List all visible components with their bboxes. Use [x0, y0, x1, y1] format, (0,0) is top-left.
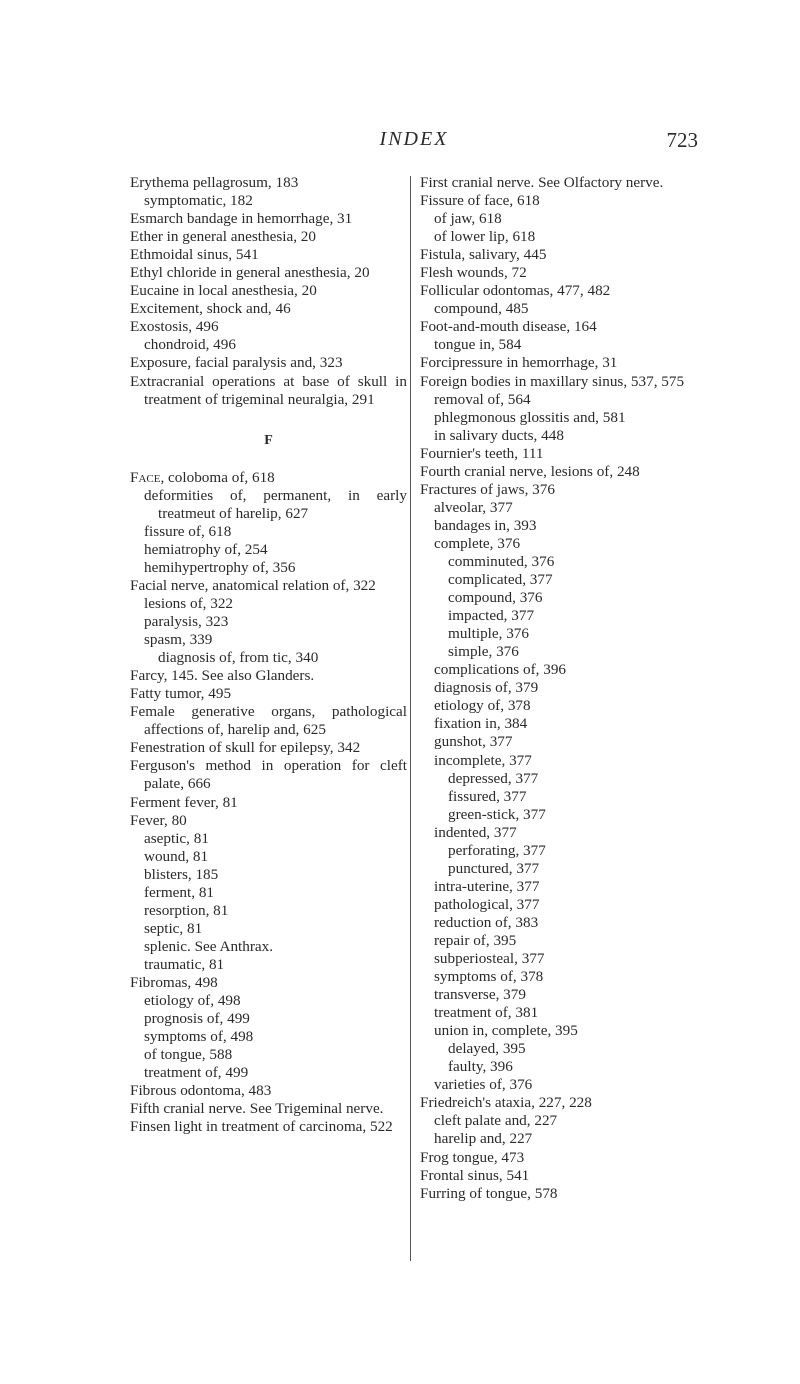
index-entry: Furring of tongue, 578 — [420, 1184, 558, 1202]
index-entry: etiology of, 378 — [434, 697, 531, 715]
index-entry: complete, 376 — [434, 534, 521, 552]
index-entry: harelip and, 227 — [434, 1130, 533, 1148]
index-entry: blisters, 185 — [144, 865, 219, 883]
index-entry: Fistula, salivary, 445 — [420, 246, 547, 264]
index-entry: depressed, 377 — [448, 769, 539, 787]
index-entry: wound, 81 — [144, 847, 209, 865]
index-entry: treatment of, 381 — [434, 1004, 539, 1022]
index-entry: tongue in, 584 — [434, 336, 522, 354]
index-entry: spasm, 339 — [144, 631, 213, 649]
index-entry: intra-uterine, 377 — [434, 877, 540, 895]
index-entry: compound, 376 — [448, 589, 543, 607]
index-entry: Eucaine in local anesthesia, 20 — [130, 282, 317, 300]
index-entry: in salivary ducts, 448 — [434, 426, 564, 444]
index-entry: bandages in, 393 — [434, 516, 537, 534]
index-entry: faulty, 396 — [448, 1058, 513, 1076]
index-entry: Finsen light in treatment of carcinoma, 522 — [130, 1118, 393, 1136]
index-entry: septic, 81 — [144, 919, 203, 937]
index-block-f-continued — [420, 174, 697, 1203]
page-title: INDEX — [379, 128, 449, 150]
index-entry: Erythema pellagrosum, 183 — [130, 174, 299, 191]
index-entry: symptomatic, 182 — [144, 192, 253, 210]
index-entry: Ethmoidal sinus, 541 — [130, 246, 259, 264]
index-entry: splenic. See Anthrax. — [144, 937, 274, 955]
index-entry: lesions of, 322 — [144, 594, 234, 612]
index-entry: paralysis, 323 — [144, 613, 229, 631]
index-entry: fissure of, 618 — [144, 522, 232, 540]
index-entry: delayed, 395 — [448, 1040, 526, 1058]
index-entry: indented, 377 — [434, 823, 517, 841]
index-entry: compound, 485 — [434, 300, 529, 318]
index-entry: diagnosis of, 379 — [434, 679, 539, 697]
index-entry: Forcipressure in hemorrhage, 31 — [420, 354, 618, 372]
index-entry: Excitement, shock and, 46 — [130, 300, 291, 318]
index-entry: Fibrous odontoma, 483 — [130, 1082, 272, 1100]
index-entry: fissured, 377 — [448, 787, 527, 805]
index-entry: phlegmonous glossitis and, 581 — [434, 408, 626, 426]
index-entry: Flesh wounds, 72 — [420, 264, 527, 282]
index-entry: Frog tongue, 473 — [420, 1148, 525, 1166]
index-entry: of tongue, 588 — [144, 1046, 233, 1064]
index-entry: Fissure of face, 618 — [420, 192, 540, 210]
index-entry: First cranial nerve. See Olfactory nerve. — [420, 174, 664, 191]
index-entry: Exposure, facial paralysis and, 323 — [130, 354, 343, 372]
index-entry: Fournier's teeth, 111 — [420, 444, 544, 462]
index-block-f — [130, 487, 407, 1137]
index-entry: Follicular odontomas, 477, 482 — [420, 282, 611, 300]
index-entry: Esmarch bandage in hemorrhage, 31 — [130, 210, 353, 228]
section-letter-heading: F — [264, 432, 273, 448]
index-entry: incomplete, 377 — [434, 751, 532, 769]
index-entry: Exostosis, 496 — [130, 318, 219, 336]
index-entry: Frontal sinus, 541 — [420, 1166, 530, 1184]
index-entry: complicated, 377 — [448, 571, 553, 589]
index-entry: Friedreich's ataxia, 227, 228 — [420, 1094, 592, 1112]
index-entry: repair of, 395 — [434, 931, 517, 949]
index-entry: perforating, 377 — [448, 841, 546, 859]
running-header — [130, 128, 698, 158]
index-entry: hemihypertrophy of, 356 — [144, 558, 296, 576]
index-entry: fixation in, 384 — [434, 715, 528, 733]
index-entry: aseptic, 81 — [144, 829, 209, 847]
index-entry: deformities of, permanent, in early treatmeut of harelip, 627 — [144, 486, 407, 522]
index-entry: Fractures of jaws, 376 — [420, 480, 555, 498]
index-entry: Fatty tumor, 495 — [130, 685, 232, 703]
index-entry: ferment, 81 — [144, 883, 215, 901]
index-entry: Fifth cranial nerve. See Trigeminal nerve. — [130, 1100, 384, 1118]
index-entry: Extracranial operations at base of skull in treatment of trigeminal neuralgia, 291 — [130, 372, 407, 408]
index-entry: comminuted, 376 — [448, 552, 555, 570]
index-block-e — [130, 174, 407, 409]
index-entry: treatment of, 499 — [144, 1064, 249, 1082]
index-entry: chondroid, 496 — [144, 336, 236, 354]
index-entry: green-stick, 377 — [448, 805, 546, 823]
index-column-left — [130, 174, 407, 1136]
index-entry: Fenestration of skull for epilepsy, 342 — [130, 739, 361, 757]
index-entry: simple, 376 — [448, 643, 519, 661]
index-entry: prognosis of, 499 — [144, 1010, 250, 1028]
index-entry: punctured, 377 — [448, 859, 540, 877]
index-entry: cleft palate and, 227 — [434, 1112, 558, 1130]
index-entry: gunshot, 377 — [434, 733, 513, 751]
index-entry: reduction of, 383 — [434, 913, 539, 931]
index-entry: Ether in general anesthesia, 20 — [130, 228, 316, 246]
column-divider — [410, 176, 411, 1261]
index-entry: resorption, 81 — [144, 901, 229, 919]
index-entry: Ethyl chloride in general anesthesia, 20 — [130, 264, 370, 282]
index-entry: Farcy, 145. See also Glanders. — [130, 667, 315, 685]
index-entry: Foreign bodies in maxillary sinus, 537, 575 — [420, 372, 685, 390]
index-entry: traumatic, 81 — [144, 955, 225, 973]
index-entry: hemiatrophy of, 254 — [144, 540, 268, 558]
index-entry: transverse, 379 — [434, 986, 526, 1004]
index-entry: of lower lip, 618 — [434, 228, 536, 246]
index-entry-face — [130, 469, 407, 487]
index-entry: Foot-and-mouth disease, 164 — [420, 318, 597, 336]
index-entry: Female generative organs, pathological affections of, harelip and, 625 — [130, 703, 407, 739]
page-number: 723 — [666, 128, 698, 152]
index-entry: diagnosis of, from tic, 340 — [158, 649, 319, 667]
index-entry: Ferguson's method in operation for cleft palate, 666 — [130, 757, 407, 793]
index-entry: Fibromas, 498 — [130, 973, 218, 991]
index-entry: impacted, 377 — [448, 607, 535, 625]
index-entry: alveolar, 377 — [434, 498, 513, 516]
index-entry: removal of, 564 — [434, 390, 531, 408]
index-entry: symptoms of, 498 — [144, 1028, 254, 1046]
index-column-right — [420, 174, 697, 1203]
index-entry: complications of, 396 — [434, 661, 567, 679]
index-entry: subperiosteal, 377 — [434, 950, 545, 968]
face-headword: Face — [130, 468, 161, 486]
index-entry: Facial nerve, anatomical relation of, 322 — [130, 576, 376, 594]
index-entry: multiple, 376 — [448, 625, 529, 643]
index-entry: pathological, 377 — [434, 895, 540, 913]
index-entry: symptoms of, 378 — [434, 968, 544, 986]
index-entry: Ferment fever, 81 — [130, 793, 238, 811]
index-entry: of jaw, 618 — [434, 210, 502, 228]
index-entry: Fever, 80 — [130, 811, 187, 829]
index-entry: varieties of, 376 — [434, 1076, 533, 1094]
index-entry: etiology of, 498 — [144, 992, 241, 1010]
face-entry-text: , coloboma of, 618 — [160, 468, 275, 486]
index-entry: union in, complete, 395 — [434, 1022, 578, 1040]
index-entry: Fourth cranial nerve, lesions of, 248 — [420, 462, 640, 480]
